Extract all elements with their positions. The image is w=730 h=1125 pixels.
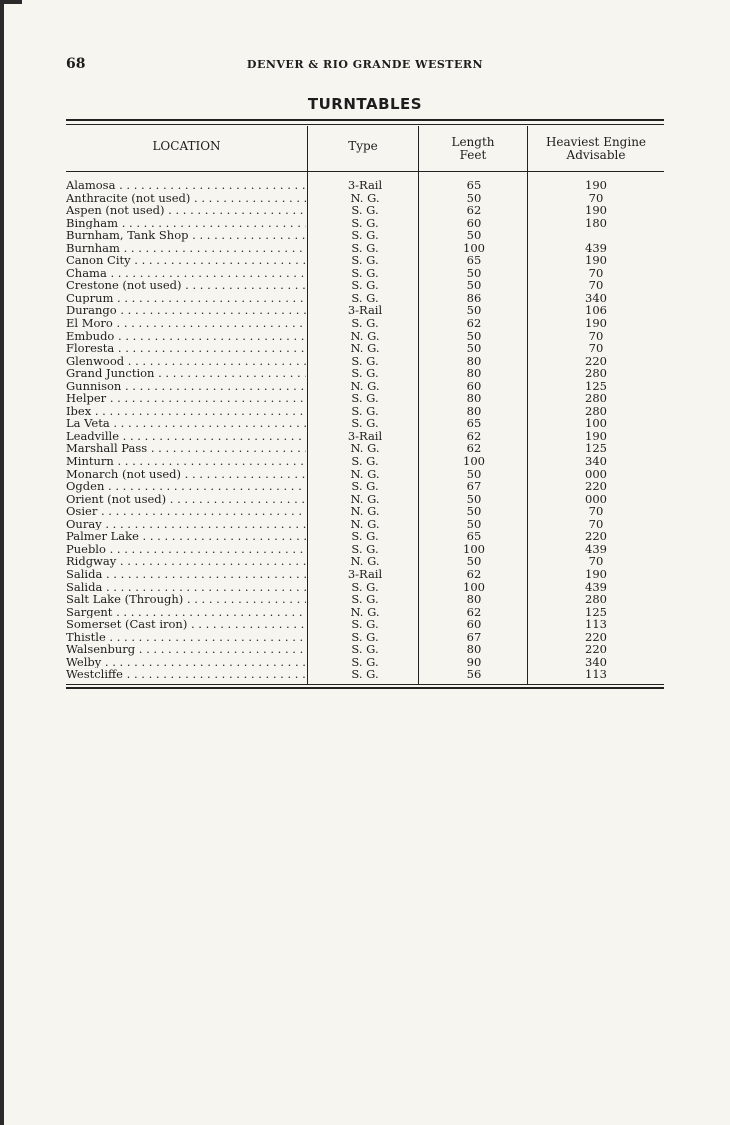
location-cell: Ibex . . .: [66, 405, 306, 418]
page-title: TURNTABLES: [307, 95, 423, 113]
table-row: [66, 179, 664, 192]
type-cell: S. G.: [351, 579, 379, 594]
location-cell: Helper . . .: [66, 392, 306, 405]
location-cell: Monarch (not used) . . .: [66, 468, 306, 481]
type-cell: N. G.: [350, 441, 380, 456]
length-cell: 50: [466, 516, 482, 531]
length-cell: 67: [466, 479, 482, 494]
length-cell: 50: [466, 265, 482, 280]
engine-cell: 70: [588, 278, 604, 293]
location-cell: Alamosa . . .: [66, 179, 306, 192]
table-top-rule-thin: [66, 124, 664, 125]
type-cell: S. G.: [351, 629, 379, 644]
engine-cell: 100: [585, 416, 607, 431]
length-cell: 80: [466, 353, 482, 368]
type-cell: S. G.: [351, 479, 379, 494]
header-separator-rule: [66, 171, 664, 172]
location-cell: Somerset (Cast iron) . . .: [66, 618, 306, 631]
length-cell: 65: [466, 416, 482, 431]
length-cell: 62: [466, 441, 482, 456]
location-cell: Burnham . . .: [66, 242, 306, 255]
location-cell: Gunnison . . .: [66, 380, 306, 393]
length-cell: 50: [466, 504, 482, 519]
length-cell: 80: [466, 642, 482, 657]
location-cell: Minturn . . .: [66, 455, 306, 468]
location-cell: Palmer Lake . . .: [66, 530, 306, 543]
location-cell: El Moro . . .: [66, 317, 306, 330]
length-cell: 62: [466, 566, 482, 581]
location-cell: Glenwood . . .: [66, 355, 306, 368]
length-cell: 100: [463, 579, 485, 594]
length-cell: 80: [466, 592, 482, 607]
engine-cell: 280: [585, 391, 607, 406]
type-cell: S. G.: [351, 316, 379, 331]
length-cell: 60: [466, 617, 482, 632]
type-cell: S. G.: [351, 290, 379, 305]
engine-cell: 113: [585, 667, 607, 682]
running-head: DENVER & RIO GRANDE WESTERN: [246, 58, 484, 71]
length-cell: 65: [466, 178, 482, 192]
type-cell: N. G.: [350, 516, 380, 531]
engine-cell: 70: [588, 554, 604, 569]
engine-cell: 70: [588, 516, 604, 531]
header-length-line2: Feet: [459, 148, 487, 162]
length-cell: 65: [466, 529, 482, 544]
type-cell: S. G.: [351, 667, 379, 682]
page-number: 68: [66, 56, 86, 72]
type-cell: N. G.: [350, 604, 380, 619]
length-cell: 86: [466, 290, 482, 305]
table-row: [66, 668, 664, 681]
location-cell: Anthracite (not used) . . .: [66, 192, 306, 205]
length-cell: 67: [466, 629, 482, 644]
location-cell: Salt Lake (Through) . . .: [66, 593, 306, 606]
engine-cell: 439: [585, 240, 607, 255]
engine-cell: 113: [585, 617, 607, 632]
table-row: [66, 254, 664, 267]
type-cell: S. G.: [351, 203, 379, 218]
engine-cell: 439: [585, 579, 607, 594]
table-row: [66, 204, 664, 217]
length-cell: 62: [466, 203, 482, 218]
location-cell: Pueblo . . .: [66, 543, 306, 556]
length-cell: 62: [466, 316, 482, 331]
table-row: [66, 568, 664, 581]
location-cell: Welby . . .: [66, 656, 306, 669]
engine-cell: 125: [585, 604, 607, 619]
type-cell: S. G.: [351, 654, 379, 669]
location-cell: La Veta . . .: [66, 417, 306, 430]
type-cell: N. G.: [350, 504, 380, 519]
location-cell: Walsenburg . . .: [66, 643, 306, 656]
table-row: [66, 618, 664, 631]
engine-cell: 340: [585, 454, 607, 469]
engine-cell: 439: [585, 541, 607, 556]
header-location: LOCATION: [152, 139, 221, 153]
length-cell: 65: [466, 253, 482, 268]
engine-cell: 280: [585, 366, 607, 381]
length-cell: 62: [466, 604, 482, 619]
table-row: [66, 229, 664, 242]
location-cell: Westcliffe . . .: [66, 668, 306, 681]
location-cell: Salida . . .: [66, 568, 306, 581]
type-cell: N. G.: [350, 328, 380, 343]
table-top-rule-thick: [66, 119, 664, 121]
length-cell: 50: [466, 228, 482, 243]
engine-cell: 70: [588, 265, 604, 280]
table-row: [66, 643, 664, 656]
length-cell: 56: [466, 667, 482, 682]
type-cell: S. G.: [351, 529, 379, 544]
type-cell: S. G.: [351, 416, 379, 431]
engine-cell: 106: [585, 303, 607, 318]
type-cell: N. G.: [350, 554, 380, 569]
length-cell: 50: [466, 190, 482, 205]
location-cell: Leadville . . .: [66, 430, 306, 443]
engine-cell: 220: [585, 529, 607, 544]
length-cell: 80: [466, 403, 482, 418]
location-cell: Aspen (not used) . . .: [66, 204, 306, 217]
table-row: [66, 593, 664, 606]
table-row: [66, 480, 664, 493]
type-cell: S. G.: [351, 353, 379, 368]
location-cell: Grand Junction . . .: [66, 367, 306, 380]
length-cell: 50: [466, 466, 482, 481]
location-cell: Ouray . . .: [66, 518, 306, 531]
type-cell: S. G.: [351, 541, 379, 556]
type-cell: S. G.: [351, 403, 379, 418]
location-cell: Floresta . . .: [66, 342, 306, 355]
length-cell: 50: [466, 341, 482, 356]
type-cell: S. G.: [351, 454, 379, 469]
engine-cell: 70: [588, 504, 604, 519]
length-cell: 50: [466, 554, 482, 569]
location-cell: Sargent . . .: [66, 606, 306, 619]
type-cell: S. G.: [351, 391, 379, 406]
location-cell: Embudo . . .: [66, 330, 306, 343]
length-cell: 50: [466, 303, 482, 318]
location-cell: Crestone (not used) . . .: [66, 279, 306, 292]
header-type: Type: [348, 139, 378, 153]
header-length-line1: Length: [451, 135, 495, 149]
table-bottom-rule-thick: [66, 687, 664, 689]
type-cell: 3-Rail: [347, 178, 383, 192]
type-cell: S. G.: [351, 366, 379, 381]
type-cell: S. G.: [351, 642, 379, 657]
length-cell: 60: [466, 215, 482, 230]
page-binding-edge-tip: [0, 0, 22, 4]
location-cell: Orient (not used) . . .: [66, 493, 306, 506]
location-cell: Ridgway . . .: [66, 555, 306, 568]
type-cell: N. G.: [350, 190, 380, 205]
length-cell: 62: [466, 428, 482, 443]
table-row: [66, 455, 664, 468]
engine-cell: 180: [585, 215, 607, 230]
engine-cell: 190: [585, 253, 607, 268]
page-binding-edge: [0, 0, 4, 1125]
engine-cell: 190: [585, 203, 607, 218]
engine-cell: 000: [585, 466, 607, 481]
table-row: [66, 505, 664, 518]
engine-cell: 340: [585, 654, 607, 669]
length-cell: 50: [466, 328, 482, 343]
length-cell: 100: [463, 240, 485, 255]
engine-cell: 220: [585, 629, 607, 644]
type-cell: S. G.: [351, 617, 379, 632]
table-row: [66, 317, 664, 330]
length-cell: 90: [466, 654, 482, 669]
location-cell: Burnham, Tank Shop . . .: [66, 229, 306, 242]
engine-cell: 70: [588, 190, 604, 205]
type-cell: N. G.: [350, 378, 380, 393]
location-cell: Thistle . . .: [66, 631, 306, 644]
type-cell: S. G.: [351, 253, 379, 268]
engine-cell: 190: [585, 566, 607, 581]
table-row: [66, 392, 664, 405]
engine-cell: 190: [585, 428, 607, 443]
engine-cell: 280: [585, 592, 607, 607]
type-cell: N. G.: [350, 491, 380, 506]
location-cell: Osier . . .: [66, 505, 306, 518]
location-cell: Ogden . . .: [66, 480, 306, 493]
type-cell: 3-Rail: [347, 566, 383, 581]
engine-cell: 340: [585, 290, 607, 305]
engine-cell: 220: [585, 479, 607, 494]
engine-cell: 190: [585, 178, 607, 192]
location-cell: Canon City . . .: [66, 254, 306, 267]
type-cell: 3-Rail: [347, 303, 383, 318]
table-row: [66, 530, 664, 543]
header-engine-line2: Advisable: [566, 148, 626, 162]
type-cell: S. G.: [351, 215, 379, 230]
table-bottom-rule-thin: [66, 684, 664, 685]
location-cell: Durango . . .: [66, 304, 306, 317]
engine-cell: 190: [585, 316, 607, 331]
engine-cell: 280: [585, 403, 607, 418]
engine-cell: 125: [585, 441, 607, 456]
type-cell: 3-Rail: [347, 428, 383, 443]
length-cell: 60: [466, 378, 482, 393]
type-cell: S. G.: [351, 228, 379, 243]
location-cell: Salida . . .: [66, 581, 306, 594]
type-cell: N. G.: [350, 466, 380, 481]
table-row: [66, 367, 664, 380]
type-cell: N. G.: [350, 341, 380, 356]
location-cell: Bingham . . .: [66, 217, 306, 230]
type-cell: S. G.: [351, 278, 379, 293]
location-cell: Chama . . .: [66, 267, 306, 280]
engine-cell: 125: [585, 378, 607, 393]
table-body: [66, 179, 664, 681]
type-cell: S. G.: [351, 265, 379, 280]
length-cell: 80: [466, 391, 482, 406]
header-engine-line1: Heaviest Engine: [545, 135, 647, 149]
type-cell: S. G.: [351, 592, 379, 607]
engine-cell: 220: [585, 642, 607, 657]
engine-cell: 000: [585, 491, 607, 506]
length-cell: 80: [466, 366, 482, 381]
engine-cell: 70: [588, 328, 604, 343]
length-cell: 50: [466, 278, 482, 293]
table-row: [66, 342, 664, 355]
engine-cell: 70: [588, 341, 604, 356]
engine-cell: 220: [585, 353, 607, 368]
location-cell: Cuprum . . .: [66, 292, 306, 305]
length-cell: 50: [466, 491, 482, 506]
length-cell: 100: [463, 541, 485, 556]
type-cell: S. G.: [351, 240, 379, 255]
location-cell: Marshall Pass . . .: [66, 442, 306, 455]
length-cell: 100: [463, 454, 485, 469]
